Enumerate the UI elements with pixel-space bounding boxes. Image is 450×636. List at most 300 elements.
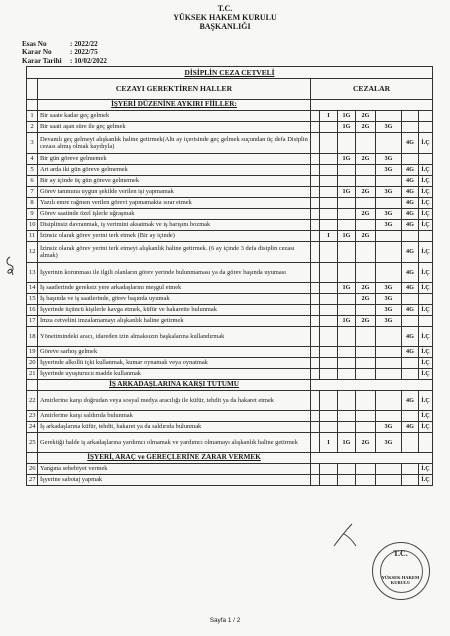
offense-row	[27, 283, 433, 294]
penalty-cell: 4G	[402, 133, 419, 154]
penalty-spacer	[311, 209, 320, 220]
penalty-spacer	[311, 263, 320, 283]
penalty-cell: 4G	[402, 242, 419, 263]
seal-bottom-text: YÜKSEK HAKEM KURULU	[381, 575, 420, 585]
penalty-cell: I	[320, 231, 338, 242]
penalty-spacer	[311, 369, 320, 380]
penalty-cell: İ.Ç	[419, 187, 433, 198]
penalty-cell: İ.Ç	[419, 369, 433, 380]
section-penalty-blank	[311, 380, 433, 391]
penalty-cell: 2G	[356, 283, 376, 294]
penalty-cell	[320, 220, 338, 231]
penalty-cell	[356, 464, 376, 475]
offense-text: Bir saate kadar geç gelmek	[38, 111, 311, 122]
penalty-cell	[419, 122, 433, 133]
penalty-cell	[338, 391, 356, 411]
offense-text: İşyerine sabotaj yapmak	[38, 475, 311, 486]
penalty-cell: 1G	[338, 154, 356, 165]
penalty-cell: İ.Ç	[419, 263, 433, 283]
row-number: 25	[27, 433, 38, 453]
offense-text: Gerektiği halde iş arkadaşlarına yardımcı olmamak ve yardımcı olmamayı alışkanlık haline getirmek	[38, 433, 311, 453]
offense-row	[27, 122, 433, 133]
offense-row	[27, 263, 433, 283]
row-number: 1	[27, 111, 38, 122]
row-number: 18	[27, 327, 38, 347]
penalty-cell	[376, 475, 402, 486]
penalty-cell: 3G	[376, 294, 402, 305]
official-seal	[372, 542, 430, 600]
penalty-cell	[402, 411, 419, 422]
penalty-cell	[338, 198, 356, 209]
penalty-cell: 3G	[376, 165, 402, 176]
offense-text: Art arda iki gün göreve gelmemek	[38, 165, 311, 176]
penalty-cell	[338, 411, 356, 422]
header-department: BAŞKANLIĞI	[199, 22, 251, 31]
penalty-cell	[376, 198, 402, 209]
header-penalty: CEZALAR	[311, 79, 433, 100]
row-number: 15	[27, 294, 38, 305]
penalty-cell	[356, 475, 376, 486]
penalty-cell	[376, 176, 402, 187]
penalty-cell	[356, 369, 376, 380]
penalty-spacer	[311, 316, 320, 327]
penalty-cell	[376, 347, 402, 358]
penalty-cell: İ.Ç	[419, 283, 433, 294]
penalty-cell	[419, 316, 433, 327]
penalty-cell	[320, 283, 338, 294]
penalty-cell	[338, 294, 356, 305]
header-offense: CEZAYI GEREKTİREN HALLER	[38, 79, 311, 100]
penalty-cell: 1G	[338, 122, 356, 133]
row-number: 14	[27, 283, 38, 294]
penalty-cell: 2G	[356, 231, 376, 242]
header-tc: T.C.	[217, 4, 233, 13]
section-row	[27, 453, 433, 464]
penalty-cell: 4G	[402, 187, 419, 198]
penalty-cell: 2G	[356, 187, 376, 198]
table-title: DİSİPLİN CEZA CETVELİ	[27, 67, 433, 79]
offense-row	[27, 347, 433, 358]
offense-row	[27, 464, 433, 475]
row-number: 16	[27, 305, 38, 316]
offense-row	[27, 294, 433, 305]
section-blank	[27, 380, 38, 391]
section-title: İŞYERİ, ARAÇ ve GEREÇLERİNE ZARAR VERMEK	[38, 453, 311, 464]
offense-text: İş saatlerinde gereksiz yere arkadaşlarını meşgul etmek	[38, 283, 311, 294]
penalty-cell	[320, 187, 338, 198]
offense-row	[27, 369, 433, 380]
penalty-cell	[419, 433, 433, 453]
offense-text: İzinsiz olarak görev yerini terk etmek (Bir ay içinde)	[38, 231, 311, 242]
offense-text: İş arkadaşlarına küfür, tehdit, hakaret ya da saldırıda bulunmak	[38, 422, 311, 433]
penalty-cell	[376, 464, 402, 475]
offense-text: Disiplinsiz davranmak, iş verimini aksatmak ve iş barışını bozmak	[38, 220, 311, 231]
penalty-cell: 2G	[356, 294, 376, 305]
penalty-cell: 4G	[402, 422, 419, 433]
row-number: 23	[27, 411, 38, 422]
penalty-cell	[320, 176, 338, 187]
penalty-spacer	[311, 347, 320, 358]
penalty-cell	[320, 327, 338, 347]
penalty-cell: 2G	[356, 316, 376, 327]
penalty-cell	[356, 411, 376, 422]
table-header-row	[27, 79, 433, 100]
penalty-cell: İ.Ç	[419, 391, 433, 411]
penalty-spacer	[311, 187, 320, 198]
penalty-cell: İ.Ç	[419, 198, 433, 209]
penalty-cell	[402, 433, 419, 453]
penalty-cell	[402, 475, 419, 486]
penalty-cell	[320, 358, 338, 369]
penalty-spacer	[311, 111, 320, 122]
row-number: 22	[27, 391, 38, 411]
header-institution: YÜKSEK HAKEM KURULU	[173, 13, 277, 22]
offense-text: Yazılı emre rağmen verilen görevi yapmamakta ısrar etmek	[38, 198, 311, 209]
section-title: İŞ ARKADAŞLARINA KARŞI TUTUMU	[38, 380, 311, 391]
penalty-spacer	[311, 165, 320, 176]
row-number: 19	[27, 347, 38, 358]
penalty-spacer	[311, 422, 320, 433]
penalty-cell	[356, 327, 376, 347]
penalty-cell: 3G	[376, 122, 402, 133]
offense-text: Görev saatinde özel işlerle uğraşmak	[38, 209, 311, 220]
penalty-cell	[338, 369, 356, 380]
penalty-spacer	[311, 358, 320, 369]
penalty-cell: I	[320, 111, 338, 122]
penalty-cell: 4G	[402, 198, 419, 209]
penalty-cell	[402, 369, 419, 380]
penalty-cell	[402, 154, 419, 165]
section-blank	[27, 453, 38, 464]
section-blank	[27, 100, 38, 111]
penalty-cell: 2G	[356, 154, 376, 165]
meta-value: : 2022/22	[70, 40, 98, 48]
header-blank	[27, 79, 38, 100]
penalty-cell	[338, 347, 356, 358]
offense-text: İş başında ve iş saatlerinde, görev başında uyumak	[38, 294, 311, 305]
penalty-cell: 4G	[402, 220, 419, 231]
penalty-cell	[320, 411, 338, 422]
penalty-cell	[376, 369, 402, 380]
penalty-cell	[338, 242, 356, 263]
meta-label: Esas No	[22, 40, 47, 48]
penalty-cell: 2G	[356, 122, 376, 133]
penalty-cell: 2G	[356, 209, 376, 220]
offense-row	[27, 231, 433, 242]
penalty-table	[26, 66, 433, 486]
penalty-cell: İ.Ç	[419, 176, 433, 187]
penalty-spacer	[311, 411, 320, 422]
offense-text: İşyerinde alkollü içki kullanmak, kumar oynamak veya oynatmak	[38, 358, 311, 369]
penalty-cell	[419, 231, 433, 242]
penalty-cell: 4G	[402, 165, 419, 176]
penalty-spacer	[311, 242, 320, 263]
penalty-spacer	[311, 220, 320, 231]
penalty-cell	[320, 242, 338, 263]
penalty-cell: 4G	[402, 391, 419, 411]
penalty-cell	[320, 263, 338, 283]
offense-text: Bir saati aşan süre ile geç gelmek	[38, 122, 311, 133]
offense-text: Yangına sebebiyet vermek	[38, 464, 311, 475]
penalty-spacer	[311, 154, 320, 165]
penalty-cell	[320, 209, 338, 220]
offense-text: İşyerinde uyuşturucu madde kullanmak	[38, 369, 311, 380]
offense-row	[27, 358, 433, 369]
penalty-cell: İ.Ç	[419, 242, 433, 263]
penalty-cell: İ.Ç	[419, 358, 433, 369]
penalty-cell	[376, 111, 402, 122]
offense-text: Görev tanımına uygun şekilde verilen işi yapmamak	[38, 187, 311, 198]
offense-text: İşyerinde üçüncü kişilerle kavga etmek, küfür ve hakarette bulunmak	[38, 305, 311, 316]
penalty-cell: 3G	[376, 433, 402, 453]
penalty-cell	[402, 122, 419, 133]
row-number: 26	[27, 464, 38, 475]
penalty-cell: 3G	[376, 187, 402, 198]
penalty-cell: 4G	[402, 209, 419, 220]
penalty-cell	[419, 154, 433, 165]
penalty-spacer	[311, 391, 320, 411]
offense-text: Amirlerine karşı saldırıda bulunmak	[38, 411, 311, 422]
penalty-cell	[419, 111, 433, 122]
penalty-cell	[320, 369, 338, 380]
offense-row	[27, 165, 433, 176]
offense-row	[27, 411, 433, 422]
offense-row	[27, 433, 433, 453]
penalty-cell: 3G	[376, 422, 402, 433]
offense-text: İmza cetvelini imzalamamayı alışkanlık haline getirmek	[38, 316, 311, 327]
penalty-cell	[376, 327, 402, 347]
penalty-cell: İ.Ç	[419, 464, 433, 475]
penalty-cell	[356, 133, 376, 154]
offense-row	[27, 316, 433, 327]
penalty-cell	[356, 220, 376, 231]
penalty-cell	[320, 122, 338, 133]
penalty-cell	[356, 263, 376, 283]
penalty-cell: 1G	[338, 433, 356, 453]
penalty-cell	[320, 464, 338, 475]
row-number: 4	[27, 154, 38, 165]
case-meta	[22, 40, 107, 65]
penalty-cell: İ.Ç	[419, 220, 433, 231]
offense-row	[27, 187, 433, 198]
penalty-cell: 1G	[338, 316, 356, 327]
offense-text: İşyerinin korunması ile ilgili olanların görev yerinde bulunmaması ya da görev başında uyuması	[38, 263, 311, 283]
penalty-cell	[356, 176, 376, 187]
penalty-cell: 4G	[402, 263, 419, 283]
row-number: 8	[27, 198, 38, 209]
penalty-cell	[320, 305, 338, 316]
margin-signature-mark	[4, 255, 16, 277]
penalty-cell: 3G	[376, 154, 402, 165]
meta-karar	[22, 48, 107, 56]
row-number: 6	[27, 176, 38, 187]
penalty-spacer	[311, 283, 320, 294]
penalty-cell	[356, 347, 376, 358]
offense-row	[27, 327, 433, 347]
row-number: 3	[27, 133, 38, 154]
row-number: 21	[27, 369, 38, 380]
penalty-cell: 1G	[338, 111, 356, 122]
offense-row	[27, 198, 433, 209]
penalty-cell	[320, 347, 338, 358]
row-number: 2	[27, 122, 38, 133]
penalty-cell	[376, 133, 402, 154]
penalty-cell	[402, 111, 419, 122]
penalty-spacer	[311, 176, 320, 187]
penalty-cell: İ.Ç	[419, 327, 433, 347]
penalty-cell	[338, 358, 356, 369]
penalty-cell: 4G	[402, 347, 419, 358]
penalty-cell	[402, 231, 419, 242]
penalty-cell: 3G	[376, 305, 402, 316]
row-number: 11	[27, 231, 38, 242]
penalty-cell	[338, 464, 356, 475]
section-penalty-blank	[311, 453, 433, 464]
penalty-spacer	[311, 294, 320, 305]
penalty-spacer	[311, 231, 320, 242]
offense-row	[27, 242, 433, 263]
penalty-cell	[356, 358, 376, 369]
penalty-cell	[356, 391, 376, 411]
meta-esas	[22, 40, 107, 48]
penalty-spacer	[311, 433, 320, 453]
penalty-cell	[402, 294, 419, 305]
penalty-cell	[338, 263, 356, 283]
section-penalty-blank	[311, 100, 433, 111]
row-number: 10	[27, 220, 38, 231]
section-title: İŞYERİ DÜZENİNE AYKIRI FİİLLER:	[38, 100, 311, 111]
offense-text: Göreve sarhoş gelmek	[38, 347, 311, 358]
page-number: Sayfa 1 / 2	[209, 617, 241, 624]
offense-row	[27, 176, 433, 187]
offense-row	[27, 422, 433, 433]
penalty-cell	[356, 242, 376, 263]
penalty-cell: 1G	[338, 231, 356, 242]
seal-top-text: T.C.	[393, 549, 408, 558]
penalty-cell	[376, 242, 402, 263]
meta-value: : 2022/75	[70, 48, 98, 57]
penalty-cell: İ.Ç	[419, 422, 433, 433]
penalty-cell	[320, 133, 338, 154]
row-number: 17	[27, 316, 38, 327]
row-number: 20	[27, 358, 38, 369]
row-number: 27	[27, 475, 38, 486]
offense-text: Yönetimindeki aracı, idareden izin almaksızın başkalarına kullandırmak	[38, 327, 311, 347]
penalty-cell: 3G	[376, 283, 402, 294]
penalty-cell: 4G	[402, 305, 419, 316]
penalty-cell	[376, 411, 402, 422]
penalty-cell	[320, 198, 338, 209]
penalty-spacer	[311, 122, 320, 133]
penalty-cell: İ.Ç	[419, 411, 433, 422]
penalty-cell: İ.Ç	[419, 305, 433, 316]
row-number: 12	[27, 242, 38, 263]
penalty-cell	[320, 475, 338, 486]
offense-row	[27, 391, 433, 411]
penalty-cell: 3G	[376, 209, 402, 220]
penalty-cell	[402, 358, 419, 369]
penalty-cell	[376, 358, 402, 369]
offense-row	[27, 475, 433, 486]
handwritten-signature	[330, 520, 360, 550]
penalty-cell: 1G	[338, 187, 356, 198]
row-number: 24	[27, 422, 38, 433]
offense-text: İzinsiz olarak görev yerini terk etmeyi alışkanlık haline getirmek. (6 ay içinde 3 defa disiplin cezası almak)	[38, 242, 311, 263]
penalty-cell	[338, 165, 356, 176]
offense-row	[27, 154, 433, 165]
offense-row	[27, 111, 433, 122]
penalty-cell	[402, 316, 419, 327]
penalty-cell: 3G	[376, 220, 402, 231]
offense-row	[27, 209, 433, 220]
penalty-cell: İ.Ç	[419, 475, 433, 486]
offense-text: Amirlerine karşı doğrudan veya sosyal medya aracılığı ile küfür, tehdit ya da hakaret etmek	[38, 391, 311, 411]
penalty-cell: 4G	[402, 327, 419, 347]
penalty-cell	[356, 165, 376, 176]
meta-label: Karar No	[22, 48, 52, 57]
penalty-cell: I	[320, 433, 338, 453]
penalty-cell	[338, 305, 356, 316]
penalty-cell	[320, 294, 338, 305]
penalty-cell: 4G	[402, 176, 419, 187]
penalty-cell	[320, 422, 338, 433]
penalty-cell	[338, 133, 356, 154]
penalty-cell	[338, 327, 356, 347]
section-row	[27, 100, 433, 111]
meta-value: : 10/02/2022	[70, 56, 107, 65]
row-number: 13	[27, 263, 38, 283]
penalty-cell: İ.Ç	[419, 165, 433, 176]
penalty-cell: İ.Ç	[419, 133, 433, 154]
section-row	[27, 380, 433, 391]
meta-tarih	[22, 57, 107, 65]
offense-text: Devamlı geç gelmeyi alışkanlık haline getirmek(Altı ay içerisinde geç gelmek suçundan üç defa Disiplin cezası almış olmak kaydıyla)	[38, 133, 311, 154]
offense-row	[27, 220, 433, 231]
penalty-cell	[338, 220, 356, 231]
penalty-cell	[419, 294, 433, 305]
penalty-spacer	[311, 327, 320, 347]
penalty-cell	[338, 209, 356, 220]
penalty-cell: İ.Ç	[419, 347, 433, 358]
penalty-cell	[338, 422, 356, 433]
penalty-cell	[356, 305, 376, 316]
penalty-spacer	[311, 198, 320, 209]
penalty-cell: 2G	[356, 111, 376, 122]
penalty-cell: 1G	[338, 283, 356, 294]
penalty-cell	[376, 391, 402, 411]
penalty-spacer	[311, 305, 320, 316]
penalty-cell	[402, 464, 419, 475]
penalty-cell: 4G	[402, 283, 419, 294]
offense-text: Bir ay içinde üç gün göreve gelmemek	[38, 176, 311, 187]
offense-row	[27, 305, 433, 316]
table-title-row	[27, 67, 433, 79]
penalty-spacer	[311, 133, 320, 154]
penalty-cell	[320, 316, 338, 327]
penalty-cell: 3G	[376, 316, 402, 327]
penalty-cell	[320, 154, 338, 165]
penalty-cell	[320, 165, 338, 176]
penalty-cell	[376, 231, 402, 242]
penalty-cell: İ.Ç	[419, 209, 433, 220]
penalty-cell	[320, 391, 338, 411]
offense-text: Bir gün göreve gelmemek	[38, 154, 311, 165]
penalty-cell: 2G	[356, 433, 376, 453]
row-number: 5	[27, 165, 38, 176]
meta-label: Karar Tarihi	[22, 56, 62, 65]
penalty-cell	[338, 176, 356, 187]
penalty-cell	[376, 263, 402, 283]
